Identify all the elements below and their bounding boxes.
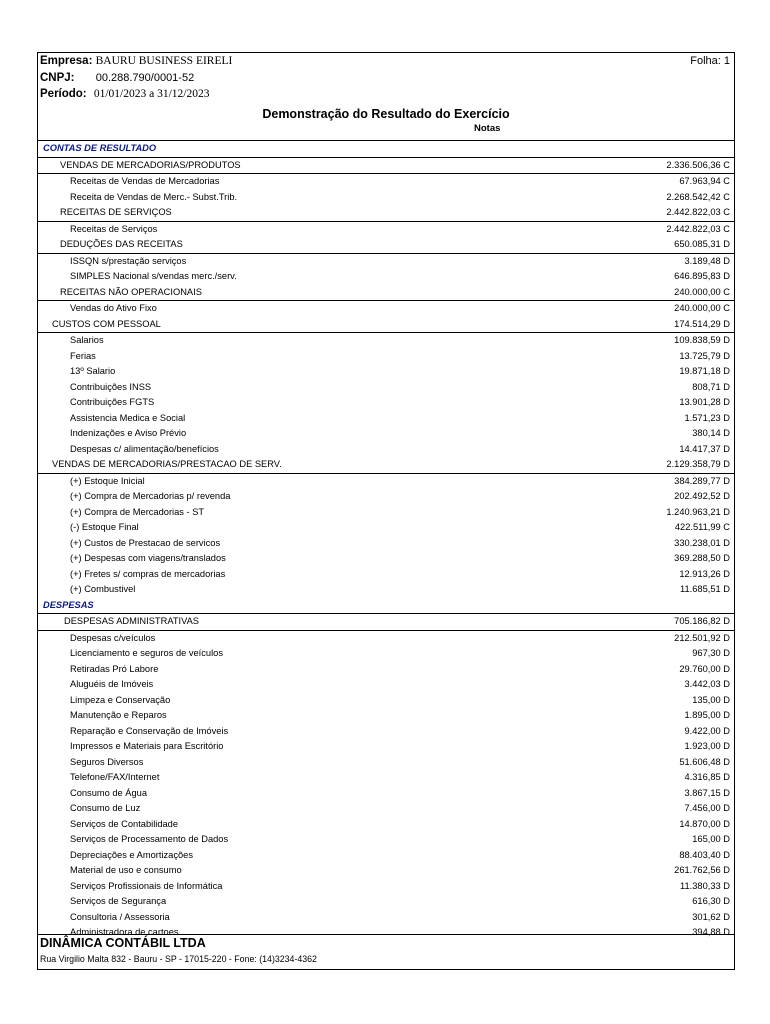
report-header	[38, 53, 734, 141]
account-row	[38, 190, 734, 206]
row-label: (+) Estoque Inicial	[70, 475, 145, 486]
report-rows	[38, 141, 734, 941]
cnpj-value: 00.288.790/0001-52	[95, 72, 195, 84]
section-header	[38, 141, 734, 158]
row-value: 109.838,59 D	[674, 335, 730, 345]
row-label: Serviços de Contabilidade	[70, 818, 179, 829]
row-value: 67.963,94 C	[679, 176, 730, 186]
row-value: 165,00 D	[692, 834, 730, 844]
group-row	[38, 317, 734, 334]
account-row	[38, 536, 734, 552]
section-header	[38, 598, 734, 615]
account-row	[38, 801, 734, 817]
empresa-value: BAURU BUSINESS EIRELI	[95, 55, 233, 67]
row-value: 1.923,00 D	[684, 741, 730, 751]
row-label: Aluguéis de Imóveis	[70, 679, 154, 689]
row-value: 19.871,18 D	[679, 366, 730, 376]
row-value: 394,88 D	[692, 927, 730, 937]
row-label: SIMPLES Nacional s/vendas merc./serv.	[70, 271, 237, 281]
row-label: 13º Salario	[70, 366, 116, 376]
group-row	[38, 285, 734, 302]
account-row	[38, 739, 734, 755]
account-row	[38, 894, 734, 910]
row-label: (+) Custos de Prestacao de servicos	[70, 537, 221, 548]
row-label: Indenizações e Aviso Prévio	[70, 428, 187, 438]
account-row	[38, 677, 734, 693]
group-row	[38, 237, 734, 254]
row-value: 646.895,83 D	[674, 271, 730, 281]
row-label: Impressos e Materiais para Escritório	[70, 741, 224, 751]
row-label: Consumo de Água	[70, 787, 148, 798]
row-label: (+) Fretes s/ compras de mercadorias	[70, 568, 226, 579]
periodo-label: Período:	[40, 88, 87, 100]
account-row	[38, 411, 734, 427]
row-label: VENDAS DE MERCADORIAS/PRODUTOS	[60, 159, 241, 170]
row-label: Salarios	[70, 335, 104, 345]
row-label: (+) Combustivel	[70, 584, 136, 594]
row-value: 12.913,26 D	[679, 568, 730, 579]
row-label: DEDUÇÕES DAS RECEITAS	[60, 239, 183, 249]
account-row	[38, 848, 734, 864]
group-row	[38, 205, 734, 222]
account-row	[38, 442, 734, 458]
row-value: 3.442,03 D	[684, 679, 730, 689]
row-value: 51.606,48 D	[679, 756, 730, 767]
row-value: 14.870,00 D	[679, 818, 730, 829]
notas-column-header: Notas	[474, 123, 501, 134]
row-label: Despesas c/ alimentação/benefícios	[70, 443, 219, 454]
row-label: (+) Despesas com viagens/translados	[70, 553, 226, 563]
row-label: Consumo de Luz	[70, 803, 141, 813]
row-value: 422.511,99 C	[674, 522, 730, 532]
empresa-line	[40, 54, 232, 68]
account-row	[38, 646, 734, 662]
row-value: 330.238,01 D	[674, 537, 730, 548]
row-label: Assistencia Medica e Social	[70, 412, 186, 423]
row-label: Telefone/FAX/Internet	[70, 772, 160, 782]
row-value: 212.501,92 D	[674, 632, 730, 643]
row-label: Manutenção e Reparos	[70, 710, 167, 720]
row-value: 2.268.542,42 C	[666, 191, 730, 202]
row-value: 1.240.963,21 D	[666, 506, 730, 517]
row-label: ISSQN s/prestação serviços	[70, 255, 187, 266]
row-label: Ferias	[70, 350, 96, 361]
row-value: 967,30 D	[692, 648, 730, 658]
account-row	[38, 724, 734, 740]
row-label: (-) Estoque Final	[70, 522, 139, 532]
row-value: 240.000,00 C	[674, 286, 730, 297]
account-row	[38, 551, 734, 567]
report-footer	[38, 934, 734, 969]
row-label: Depreciações e Amortizações	[70, 849, 193, 860]
row-value: 13.725,79 D	[679, 350, 730, 361]
account-row	[38, 254, 734, 270]
row-label: CUSTOS COM PESSOAL	[52, 318, 161, 329]
periodo-line	[40, 87, 209, 101]
accounting-firm-name: DINÂMICA CONTÁBIL LTDA	[40, 936, 206, 950]
row-label: RECEITAS NÃO OPERACIONAIS	[60, 286, 202, 297]
row-label: DESPESAS ADMINISTRATIVAS	[64, 616, 200, 626]
row-label: Retiradas Pró Labore	[70, 663, 159, 674]
account-row	[38, 380, 734, 396]
account-row	[38, 863, 734, 879]
account-row	[38, 879, 734, 895]
row-label: Despesas c/veículos	[70, 632, 156, 643]
account-row	[38, 662, 734, 678]
row-value: 88.403,40 D	[679, 849, 730, 860]
account-row	[38, 474, 734, 490]
account-row	[38, 301, 734, 317]
account-row	[38, 333, 734, 349]
account-row	[38, 426, 734, 442]
row-label: Contribuições FGTS	[70, 397, 155, 407]
row-value: 2.336.506,36 C	[666, 159, 730, 170]
group-row	[38, 614, 734, 631]
row-label: Consultoria / Assessoria	[70, 911, 170, 922]
row-value: 13.901,28 D	[679, 397, 730, 407]
account-row	[38, 349, 734, 365]
row-value: 2.442.822,03 C	[666, 223, 730, 234]
account-row	[38, 708, 734, 724]
row-value: 29.760,00 D	[679, 663, 730, 674]
account-row	[38, 174, 734, 190]
group-row	[38, 457, 734, 474]
row-value: 14.417,37 D	[679, 443, 730, 454]
row-label: Licenciamento e seguros de veículos	[70, 648, 223, 658]
account-row	[38, 395, 734, 411]
account-row	[38, 832, 734, 848]
row-value: 1.571,23 D	[684, 412, 730, 423]
account-row	[38, 505, 734, 521]
row-value: 369.288,50 D	[674, 553, 730, 563]
row-label: Vendas do Ativo Fixo	[70, 303, 157, 313]
row-label: VENDAS DE MERCADORIAS/PRESTACAO DE SERV.	[52, 459, 282, 469]
row-value: 650.085,31 D	[674, 239, 730, 249]
row-value: 2.442.822,03 C	[666, 207, 730, 217]
page-number: Folha: 1	[690, 55, 730, 67]
account-row	[38, 269, 734, 285]
cnpj-line	[40, 71, 194, 85]
row-value: 240.000,00 C	[674, 303, 730, 313]
row-label: (+) Compra de Mercadorias p/ revenda	[70, 491, 231, 501]
row-label: RECEITAS DE SERVIÇOS	[60, 207, 172, 217]
row-label: Reparação e Conservação de Imóveis	[70, 725, 229, 736]
group-row	[38, 158, 734, 175]
row-value: 7.456,00 D	[684, 803, 730, 813]
row-label: Serviços de Processamento de Dados	[70, 834, 229, 844]
account-row	[38, 910, 734, 926]
row-label: Receitas de Serviços	[70, 223, 158, 234]
row-value: 380,14 D	[692, 428, 730, 438]
row-value: 11.685,51 D	[680, 584, 730, 594]
row-label: Contribuições INSS	[70, 381, 152, 392]
account-row	[38, 770, 734, 786]
row-label: CONTAS DE RESULTADO	[43, 143, 157, 153]
row-value: 261.762,56 D	[674, 865, 730, 875]
report-title: Demonstração do Resultado do Exercício	[262, 107, 510, 121]
row-value: 3.189,48 D	[684, 255, 730, 266]
row-value: 705.186,82 D	[674, 616, 730, 626]
row-label: Limpeza e Conservação	[70, 694, 171, 705]
row-label: DESPESAS	[43, 599, 94, 610]
account-row	[38, 755, 734, 771]
row-value: 616,30 D	[692, 896, 730, 906]
account-row	[38, 520, 734, 536]
account-row	[38, 222, 734, 238]
row-value: 202.492,52 D	[674, 491, 730, 501]
cnpj-label: CNPJ:	[40, 72, 75, 84]
row-label: Receitas de Vendas de Mercadorias	[70, 176, 220, 186]
row-label: Serviços Profissionais de Informática	[70, 880, 223, 891]
account-row	[38, 693, 734, 709]
row-value: 2.129.358,79 D	[666, 459, 730, 469]
row-value: 11.380,33 D	[680, 880, 730, 891]
account-row	[38, 364, 734, 380]
empresa-label: Empresa:	[40, 55, 93, 67]
row-label: Receita de Vendas de Merc.- Subst.Trib.	[70, 191, 238, 202]
row-value: 135,00 D	[692, 694, 730, 705]
row-label: Material de uso e consumo	[70, 865, 182, 875]
row-value: 1.895,00 D	[684, 710, 730, 720]
account-row	[38, 817, 734, 833]
row-label: Administradora de cartoes	[70, 927, 179, 937]
account-row	[38, 786, 734, 802]
account-row	[38, 582, 734, 598]
account-row	[38, 631, 734, 647]
report-page	[37, 52, 735, 970]
row-value: 9.422,00 D	[684, 725, 730, 736]
row-value: 174.514,29 D	[674, 318, 730, 329]
account-row	[38, 567, 734, 583]
row-value: 4.316,85 D	[684, 772, 730, 782]
row-value: 301,62 D	[692, 911, 730, 922]
row-label: Serviços de Segurança	[70, 896, 167, 906]
row-label: (+) Compra de Mercadorias - ST	[70, 506, 205, 517]
row-value: 3.867,15 D	[684, 787, 730, 798]
row-value: 384.289,77 D	[674, 475, 730, 486]
accounting-firm-address: Rua Virgilio Malta 832 - Bauru - SP - 17015-220 - Fone: (14)3234-4362	[40, 954, 317, 964]
periodo-value: 01/01/2023 a 31/12/2023	[93, 88, 210, 100]
row-value: 808,71 D	[692, 381, 730, 392]
account-row	[38, 489, 734, 505]
row-label: Seguros Diversos	[70, 756, 144, 767]
